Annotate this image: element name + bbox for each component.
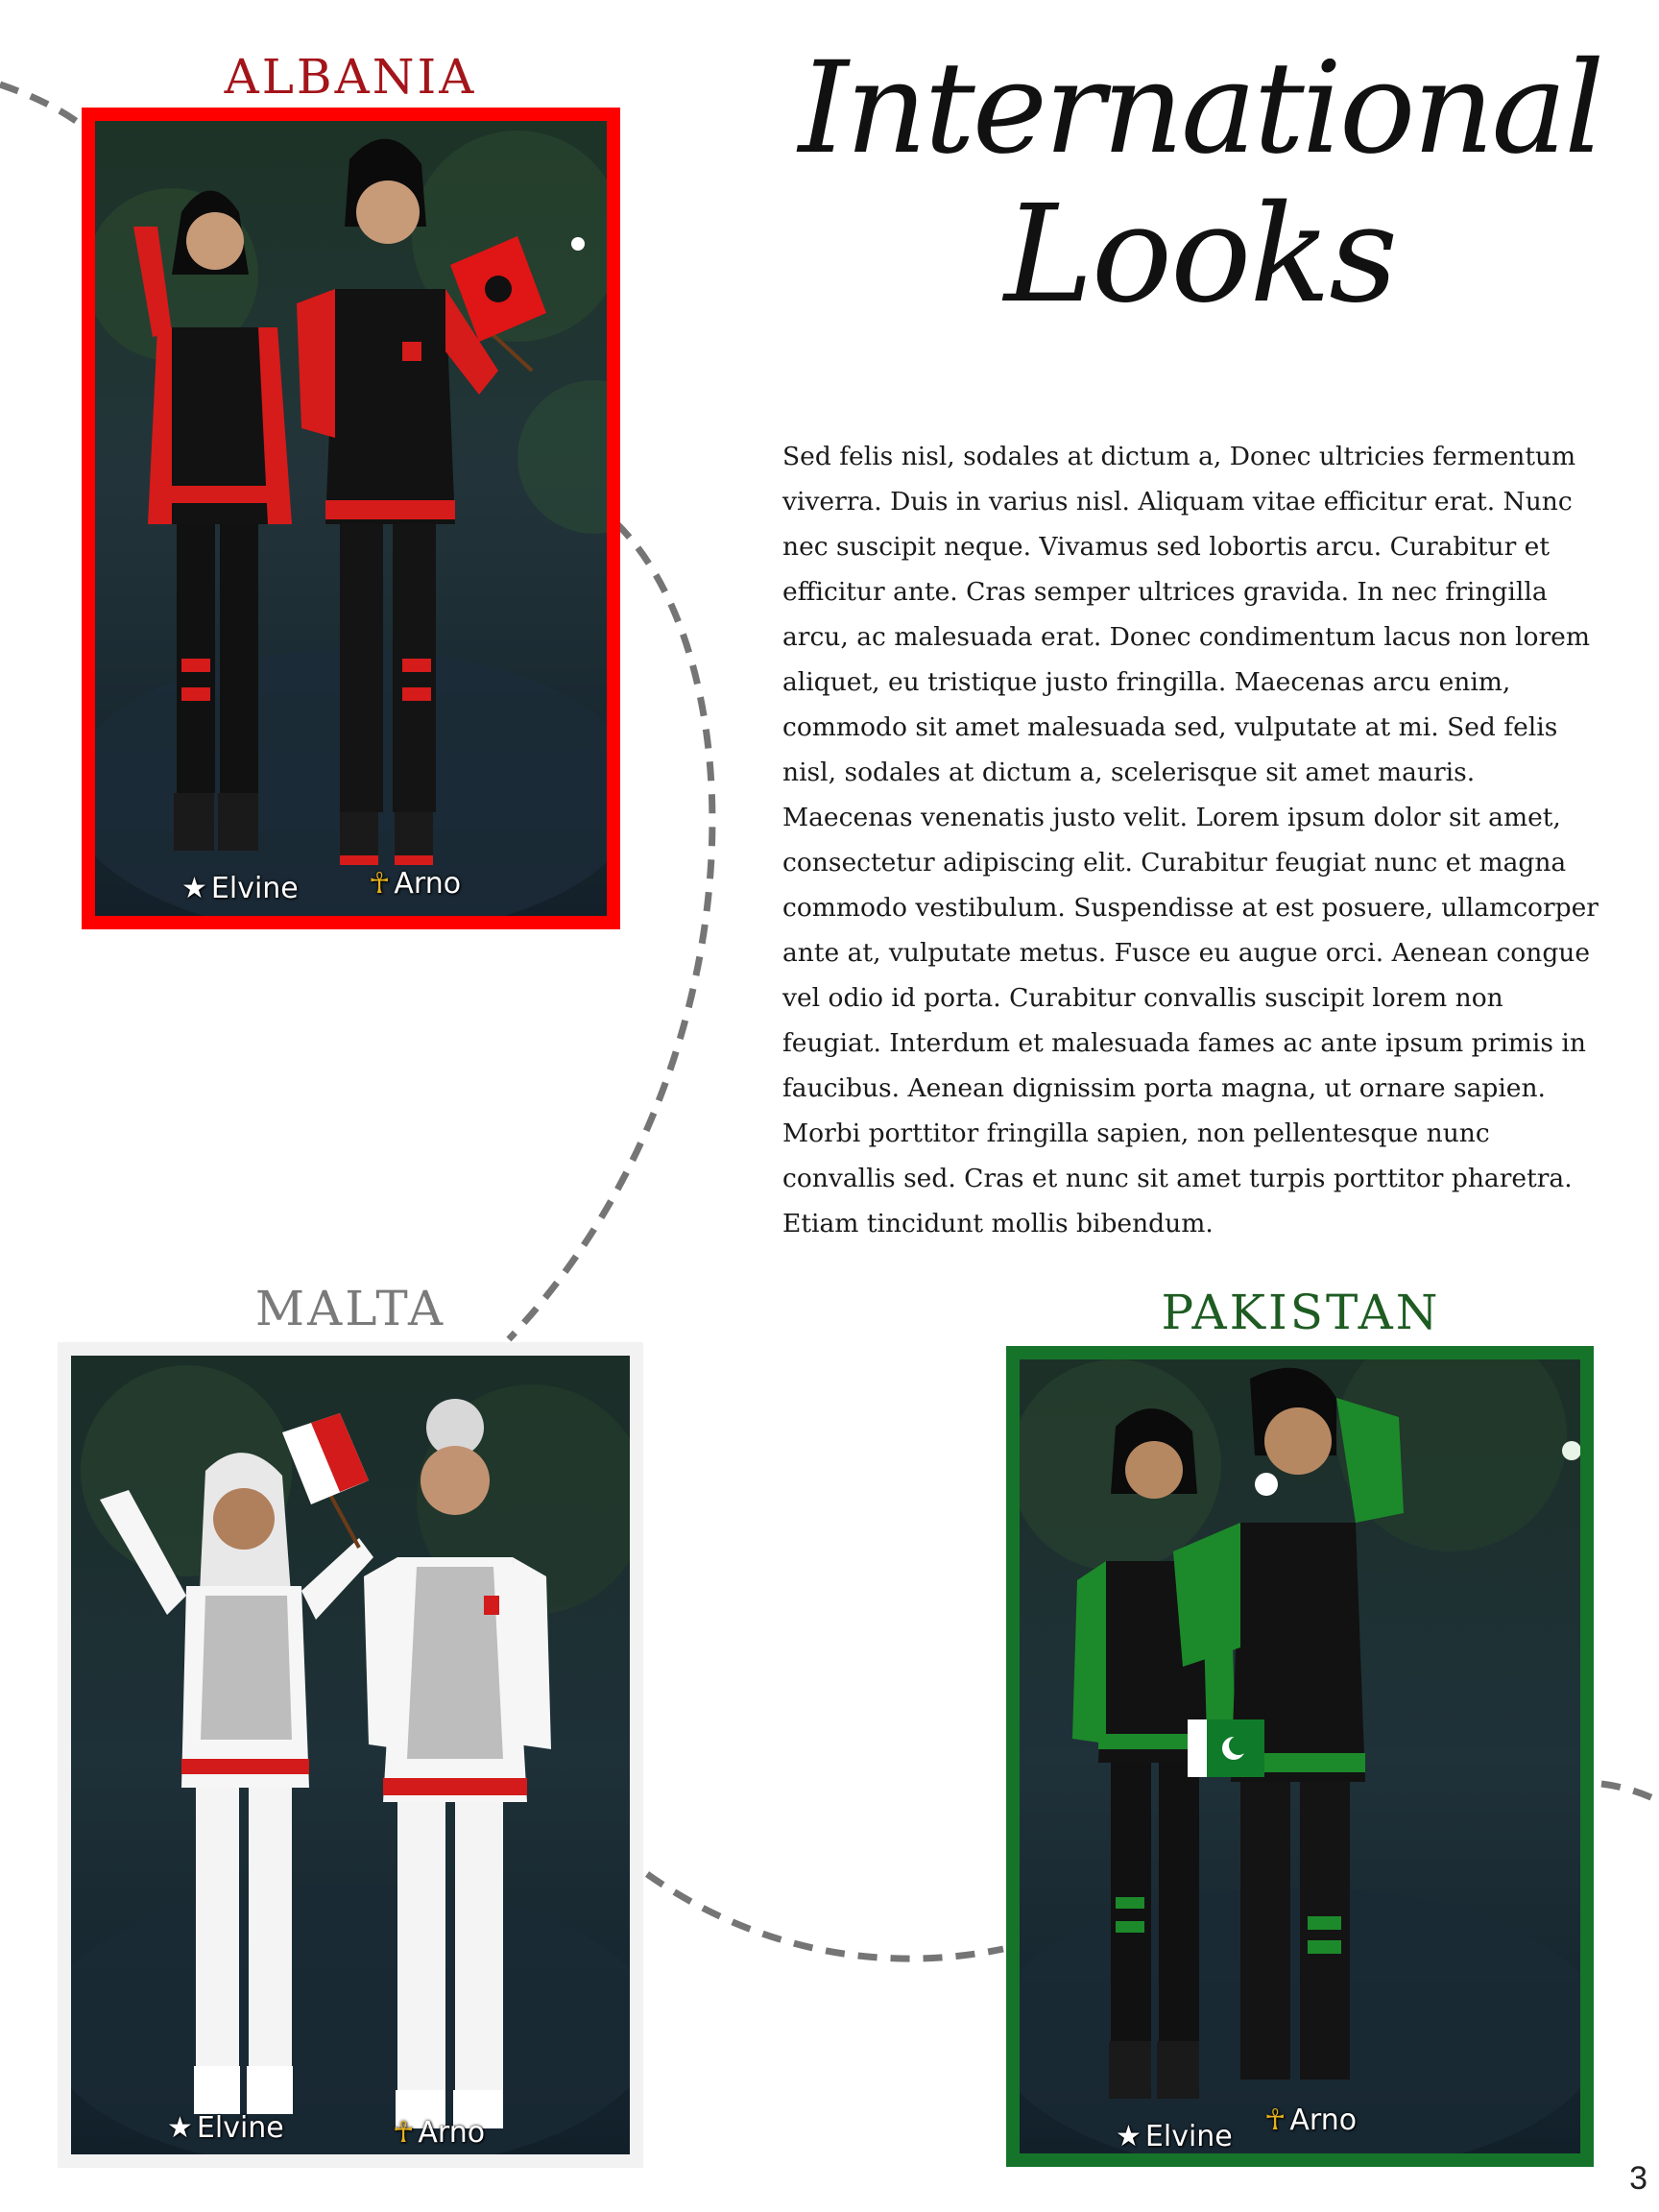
- albania-user-elvine: ★ Elvine: [181, 872, 299, 905]
- page-number: 3: [1629, 2160, 1647, 2197]
- ankh-icon: ☥: [1264, 2104, 1286, 2137]
- star-icon: ★: [1116, 2120, 1142, 2153]
- page-title: [787, 35, 1613, 333]
- title-line-2: Looks: [1003, 176, 1397, 333]
- title-line-1: International: [798, 35, 1602, 182]
- dash-line-right: [1601, 1784, 1659, 1801]
- albania-user-arno: ☥ Arno: [369, 867, 462, 901]
- article-body: Sed felis nisl, sodales at dictum a, Donec ultricies fermentum viverra. Duis in varius nisl. Aliquam vitae efficitur erat. Nunc nec suscipit neque. Vivamus sed lobortis arcu. Curabitur et efficitur ante. Cras semper ultrices gravida. In nec fringilla arcu, ac malesuada erat. Donec condimentum lacus non lorem aliquet, eu tristique justo fringilla. Maecenas arcu enim, commodo sit amet malesuada sed, vulputate at mi. Sed felis nisl, sodales at dictum a, scelerisque sit amet mauris. Maecenas venenatis justo velit. Lorem ipsum dolor sit amet, consectetur adipiscing elit. Curabitur feugiat nunc et magna commodo vestibulum. Suspendisse at est posuere, ullamcorper ante at, vulputate metus. Fusce eu augue orci. Aenean congue vel odio id porta. Curabitur convallis suscipit lorem non feugiat. Interdum et malesuada fames ac ante ipsum primis in faucibus. Aenean dignissim porta magna, ut ornare sapien. Morbi porttitor fringilla sapien, non pellentesque nunc convallis sed. Cras et nunc sit amet turpis porttitor pharetra. Etiam tincidunt mollis bibendum.: [782, 442, 1599, 1238]
- pakistan-avatar-scene: [1020, 1359, 1580, 2153]
- malta-avatar-scene: [71, 1356, 630, 2154]
- pakistan-user-arno: ☥ Arno: [1264, 2104, 1358, 2137]
- albania-label: ALBANIA: [224, 49, 477, 105]
- malta-label: MALTA: [254, 1281, 446, 1336]
- ankh-icon: ☥: [393, 2116, 415, 2150]
- ankh-icon: ☥: [369, 867, 391, 901]
- pakistan-user-elvine: ★ Elvine: [1116, 2120, 1233, 2153]
- pakistan-photo-frame[interactable]: [1006, 1346, 1594, 2167]
- star-icon: ★: [167, 2111, 193, 2145]
- dash-line-top: [0, 84, 79, 123]
- malta-photo-frame[interactable]: [58, 1342, 643, 2168]
- pakistan-label: PAKISTAN: [1161, 1285, 1441, 1340]
- malta-user-arno: ☥ Arno: [393, 2116, 486, 2150]
- malta-user-elvine: ★ Elvine: [167, 2111, 284, 2145]
- albania-avatar-scene: [95, 121, 607, 916]
- dash-line-bottom: [647, 1874, 1003, 1959]
- star-icon: ★: [181, 872, 207, 905]
- albania-photo-frame[interactable]: [82, 108, 620, 929]
